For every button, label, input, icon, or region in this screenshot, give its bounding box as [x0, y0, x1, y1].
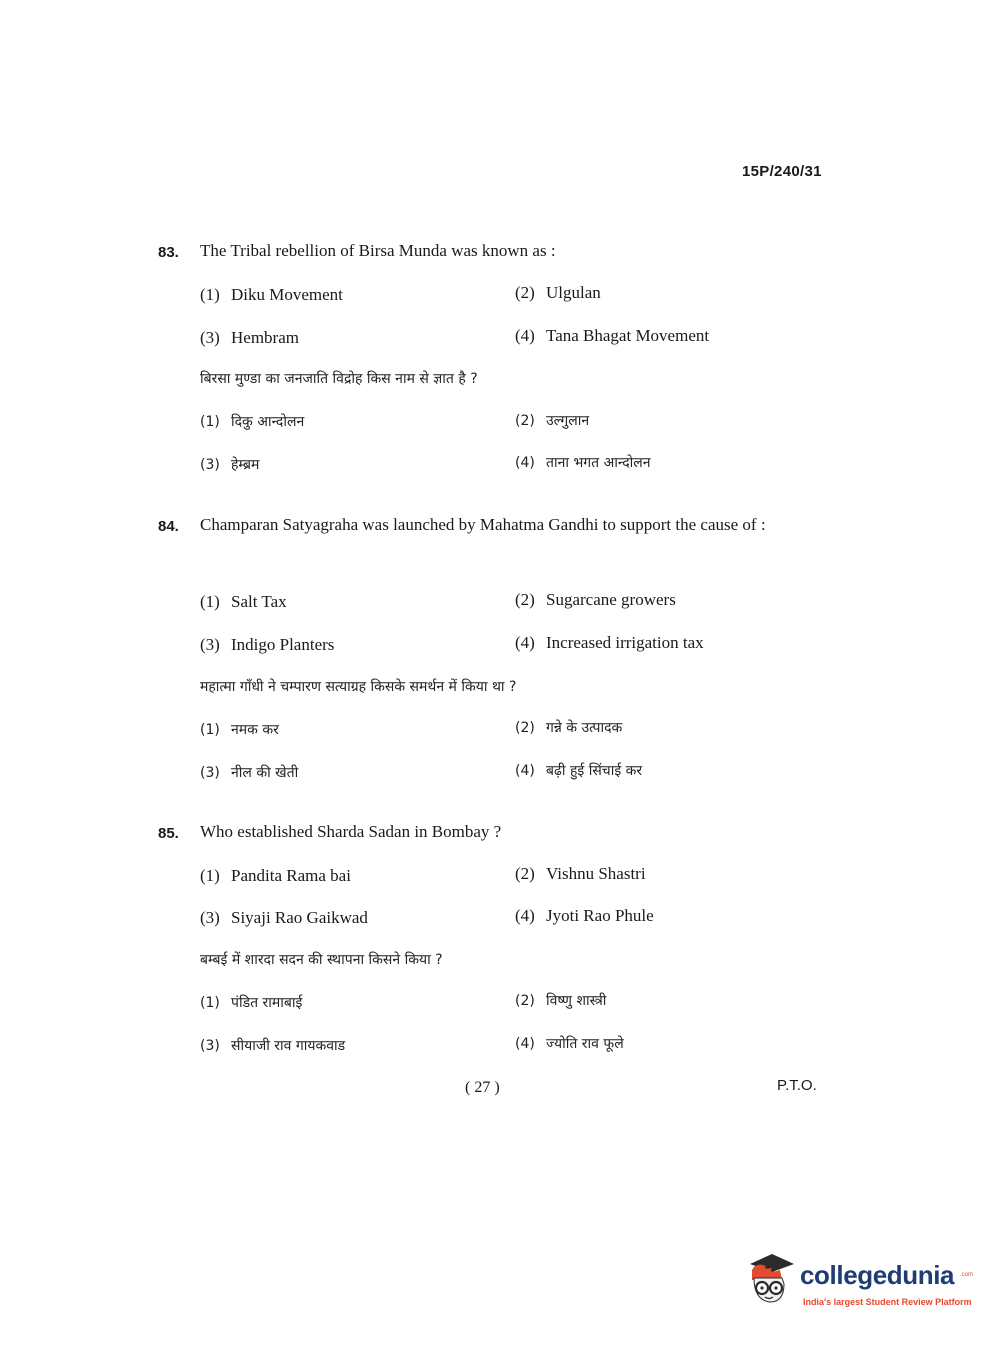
option-number: (4)	[515, 326, 535, 345]
q85-option-4	[515, 906, 654, 926]
option-text: पंडित रामाबाई	[231, 995, 303, 1011]
option-text: Ulgulan	[546, 283, 601, 302]
option-number: (3)	[200, 457, 220, 473]
q84-option-3	[200, 635, 334, 655]
option-text: Hembram	[231, 328, 299, 347]
q83-hindi-option-4	[515, 453, 651, 472]
option-number: (1)	[200, 722, 220, 738]
option-text: Diku Movement	[231, 285, 343, 304]
option-number: (3)	[200, 328, 220, 347]
question-83-hindi: बिरसा मुण्डा का जनजाति विद्रोह किस नाम से ज्ञात है ?	[200, 371, 478, 387]
option-text: ताना भगत आन्दोलन	[546, 455, 651, 471]
q85-hindi-option-4	[515, 1034, 624, 1053]
collegedunia-logo	[742, 1250, 972, 1320]
q83-hindi-option-1	[200, 412, 304, 431]
option-number: (1)	[200, 866, 220, 885]
option-number: (2)	[515, 993, 535, 1009]
q84-option-4	[515, 633, 704, 653]
question-83-text: The Tribal rebellion of Birsa Munda was known as :	[200, 241, 556, 260]
option-number: (2)	[515, 283, 535, 302]
brand-name: collegedunia	[800, 1260, 955, 1290]
option-text: सीयाजी राव गायकवाड	[231, 1038, 346, 1054]
option-text: नमक कर	[231, 722, 279, 738]
page-number: ( 27 )	[465, 1079, 500, 1096]
option-text: Indigo Planters	[231, 635, 335, 654]
q84-hindi-option-3	[200, 763, 298, 782]
option-number: (3)	[200, 635, 220, 654]
option-text: नील की खेती	[231, 765, 299, 781]
option-number: (2)	[515, 413, 535, 429]
option-text: गन्ने के उत्पादक	[546, 720, 623, 736]
option-text: Increased irrigation tax	[546, 633, 704, 652]
q83-option-4	[515, 326, 709, 346]
option-number: (1)	[200, 592, 220, 611]
option-number: (4)	[515, 633, 535, 652]
q84-option-2	[515, 590, 676, 610]
q85-hindi-option-2	[515, 991, 606, 1010]
option-text: Jyoti Rao Phule	[546, 906, 654, 925]
question-84-number: 84.	[158, 518, 179, 535]
option-text: हेम्ब्रम	[231, 457, 260, 473]
q85-hindi-option-3	[200, 1036, 345, 1055]
option-number: (4)	[515, 763, 535, 779]
option-text: ज्योति राव फूले	[546, 1036, 624, 1052]
question-85-hindi: बम्बई में शारदा सदन की स्थापना किसने किया ?	[200, 952, 443, 968]
pto-label: P.T.O.	[777, 1077, 817, 1094]
q83-hindi-option-2	[515, 411, 589, 430]
question-84-text: Champaran Satyagraha was launched by Mahatma Gandhi to support the cause of :	[200, 515, 766, 534]
question-85-number: 85.	[158, 825, 179, 842]
q83-option-2	[515, 283, 601, 303]
q83-hindi-option-3	[200, 455, 259, 474]
option-number: (1)	[200, 995, 220, 1011]
option-number: (2)	[515, 720, 535, 736]
question-83-number: 83.	[158, 244, 179, 261]
paper-code: 15P/240/31	[742, 163, 822, 180]
q83-option-3	[200, 328, 299, 348]
question-84-hindi: महात्मा गाँधी ने चम्पारण सत्याग्रह किसके समर्थन में किया था ?	[200, 679, 517, 695]
q84-option-1	[200, 592, 287, 612]
option-text: उल्गुलान	[546, 413, 590, 429]
option-number: (1)	[200, 285, 220, 304]
q85-option-1	[200, 866, 351, 886]
q85-hindi-option-1	[200, 993, 302, 1012]
option-text: विष्णु शास्त्री	[546, 993, 607, 1009]
question-85-text: Who established Sharda Sadan in Bombay ?	[200, 822, 502, 841]
q85-option-2	[515, 864, 646, 884]
option-number: (2)	[515, 864, 535, 883]
option-text: Tana Bhagat Movement	[546, 326, 710, 345]
option-number: (4)	[515, 906, 535, 925]
option-text: Salt Tax	[231, 592, 287, 611]
q85-option-3	[200, 908, 368, 928]
option-text: दिकु आन्दोलन	[231, 414, 305, 430]
option-text: Siyaji Rao Gaikwad	[231, 908, 368, 927]
option-number: (4)	[515, 455, 535, 471]
option-number: (1)	[200, 414, 220, 430]
q84-hindi-option-4	[515, 761, 642, 780]
option-text: Vishnu Shastri	[546, 864, 646, 883]
option-number: (3)	[200, 765, 220, 781]
graduate-mascot-icon	[742, 1250, 800, 1310]
option-text: Pandita Rama bai	[231, 866, 351, 885]
option-number: (3)	[200, 1038, 220, 1054]
option-number: (2)	[515, 590, 535, 609]
option-text: Sugarcane growers	[546, 590, 676, 609]
option-number: (3)	[200, 908, 220, 927]
option-number: (4)	[515, 1036, 535, 1052]
q84-hindi-option-2	[515, 718, 622, 737]
brand-tagline: India's largest Student Review Platform	[803, 1297, 972, 1307]
option-text: बढ़ी हुई सिंचाई कर	[546, 763, 643, 779]
brand-domain: .com	[960, 1272, 974, 1278]
q84-hindi-option-1	[200, 720, 279, 739]
q83-option-1	[200, 285, 343, 305]
